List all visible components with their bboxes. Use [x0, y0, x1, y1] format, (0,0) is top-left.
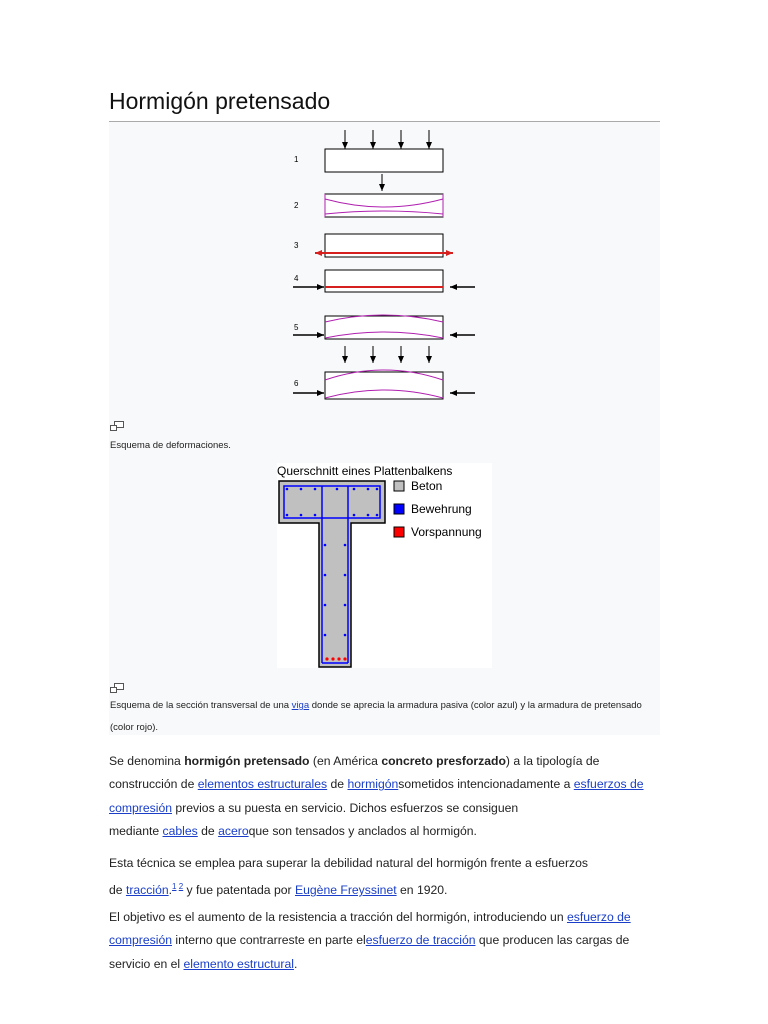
link-esfuerzo-de-compresion[interactable]: compresión: [109, 933, 172, 948]
link-elementos-estructurales[interactable]: elementos estructurales: [197, 777, 328, 792]
step-label: 4: [294, 274, 299, 283]
legend-swatch-bewehrung: [394, 504, 404, 514]
bold-term: concreto presforzado: [381, 754, 506, 768]
link-elemento-estructural[interactable]: elemento estructural: [183, 956, 294, 971]
step-label: 2: [294, 201, 299, 210]
link-esfuerzo-de-compresion[interactable]: esfuerzo de: [566, 910, 631, 924]
link-traccion[interactable]: tracción: [125, 883, 169, 898]
caption-text: Esquema de la sección transversal de una: [110, 700, 292, 711]
step-6-beam: [293, 346, 475, 399]
legend-label: Bewehrung: [411, 502, 472, 516]
step-1-beam: [325, 130, 443, 172]
bold-term: hormigón pretensado: [184, 754, 310, 768]
step-5-beam: [293, 315, 475, 339]
legend-label: Beton: [411, 479, 443, 493]
step-4-beam: [293, 270, 475, 292]
legend-swatch-vorspannung: [394, 527, 404, 537]
step-3-beam: [315, 234, 453, 257]
caption-text: (color rojo).: [110, 722, 159, 733]
figure-caption: Esquema de deformaciones.: [110, 440, 231, 451]
paragraph-2: Esta técnica se emplea para superar la debilidad natural del hormigón frente a esfuerzos de tracción.$^{1 2}$ y fue patentada por Eugène Freyssinet en 1920.: [109, 856, 588, 898]
paragraph-3: El objetivo es el aumento de la resistencia a tracción del hormigón, introduciendo un esfuerzo de compresión interno que contrarreste en parte elesfuerzo de tracción que producen las cargas de servicio en el elemento estructural.: [109, 910, 631, 971]
deformation-figure: [109, 122, 660, 460]
deformation-diagram[interactable]: [109, 122, 660, 460]
link-viga[interactable]: viga: [291, 700, 310, 711]
cross-section-diagram[interactable]: [109, 460, 660, 670]
cross-section-figure: [109, 460, 660, 735]
step-2-beam: [325, 174, 443, 217]
step-label: 1: [294, 155, 299, 164]
link-acero[interactable]: acero: [218, 823, 249, 838]
figure-caption: [110, 695, 661, 739]
link-eugene-freyssinet[interactable]: Eugène Freyssinet: [294, 883, 397, 898]
reference-link[interactable]: 1: [172, 882, 177, 892]
reference-link[interactable]: 2: [178, 882, 184, 892]
link-esfuerzos-de-compresion[interactable]: compresión: [109, 800, 172, 815]
legend-label: Vorspannung: [411, 525, 482, 539]
link-esfuerzo-de-traccion[interactable]: esfuerzo de tracción: [365, 933, 476, 948]
step-label: 5: [294, 323, 299, 332]
link-cables[interactable]: cables: [162, 823, 198, 838]
step-label: 3: [294, 241, 299, 250]
cross-section-title: Querschnitt eines Plattenbalkens: [277, 464, 453, 478]
link-esfuerzos-de-compresion[interactable]: esfuerzos de: [573, 777, 644, 792]
legend-swatch-beton: [394, 481, 404, 491]
page-title: Hormigón pretensado: [109, 88, 331, 114]
enlarge-icon[interactable]: [110, 680, 124, 690]
caption-text: donde se aprecia la armadura pasiva (color azul) y la armadura de pretensado: [309, 700, 642, 711]
step-label: 6: [294, 379, 299, 388]
link-hormigon[interactable]: hormigón: [347, 777, 399, 792]
paragraph-1: Se denomina hormigón pretensado (en América concreto presforzado) a la tipología de construcción de elementos estructurales de hormigónsometidos intencionadamente a esfuerzos de compresión previos a su puesta en servicio. Dichos esfuerzos se consiguen mediante cables de aceroque son tensados y anclados al hormigón.: [109, 754, 644, 838]
enlarge-icon[interactable]: [110, 418, 124, 428]
